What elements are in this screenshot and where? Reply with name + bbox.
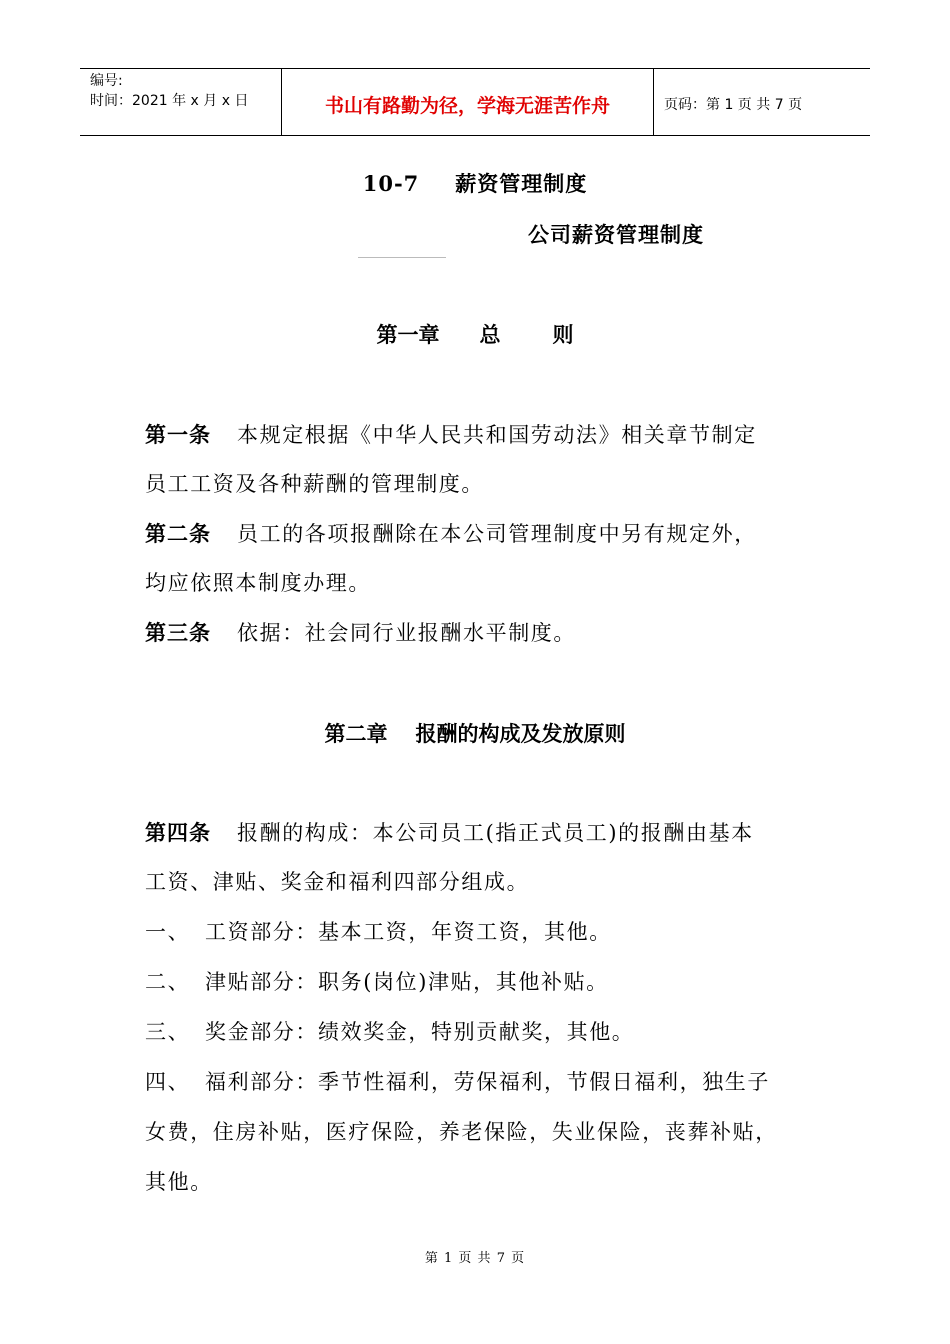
article-2-line-2: 均应依照本制度办理。 [145, 571, 371, 595]
article-1-label: 第一条 [145, 422, 211, 447]
chapter-1-heading [0, 319, 950, 349]
list-item-text: 津贴部分：职务(岗位)津贴，其他补贴。 [205, 970, 609, 994]
article-1-line-2: 员工工资及各种薪酬的管理制度。 [145, 472, 484, 496]
chapter-1-word-2: 则 [552, 322, 574, 347]
chapter-1-word-1: 总 [479, 322, 501, 347]
title-separator [358, 257, 446, 258]
article-2-label: 第二条 [145, 521, 211, 546]
chapter-2-heading [0, 718, 950, 748]
article-4-label: 第四条 [145, 820, 211, 845]
document-title [0, 168, 950, 198]
article-1 [145, 410, 825, 509]
list-item [145, 957, 825, 1007]
article-2-line-1: 员工的各项报酬除在本公司管理制度中另有规定外， [237, 522, 757, 546]
document-number-label: 编号: [90, 73, 123, 89]
article-2 [145, 509, 825, 608]
article-3-label: 第三条 [145, 620, 211, 645]
document-subtitle: 公司薪资管理制度 [528, 222, 704, 247]
document-time: 时间：2021 年 x 月 x 日 [90, 93, 249, 109]
list-item [145, 1007, 825, 1057]
chapter-2-title: 报酬的构成及发放原则 [415, 721, 626, 746]
chapter-2-label: 第二章 [324, 721, 388, 746]
article-4-line-1: 报酬的构成：本公司员工(指正式员工)的报酬由基本 [237, 821, 754, 845]
list-item [145, 907, 825, 957]
header-meta [80, 69, 282, 135]
article-4-line-2: 工资、津贴、奖金和福利四部分组成。 [145, 870, 530, 894]
page-footer: 第 1 页 共 7 页 [424, 1251, 526, 1266]
header-page-info: 页码：第 1 页 共 7 页 [664, 97, 803, 113]
page-header [80, 68, 870, 136]
article-4 [145, 808, 825, 907]
list-item-text: 奖金部分：绩效奖金，特别贡献奖，其他。 [205, 1020, 635, 1044]
document-title-number: 10-7 [362, 171, 420, 196]
header-motto: 书山有路勤为径，学海无涯苦作舟 [282, 69, 654, 135]
list-item-mark: 四、 [145, 1070, 191, 1094]
article-1-line-1: 本规定根据《中华人民共和国劳动法》相关章节制定 [237, 423, 757, 447]
article-3 [145, 608, 825, 658]
list-item-text: 福利部分：季节性福利，劳保福利，节假日福利，独生子 [205, 1070, 770, 1094]
list-item-text-line-2: 女费，住房补贴，医疗保险，养老保险，失业保险，丧葬补贴， [145, 1120, 778, 1144]
list-item-mark: 二、 [145, 970, 191, 994]
list-item-mark: 三、 [145, 1020, 191, 1044]
article-3-line-1: 依据：社会同行业报酬水平制度。 [237, 621, 576, 645]
list-item-text: 工资部分：基本工资，年资工资，其他。 [205, 920, 612, 944]
list-item-text-line-3: 其他。 [145, 1170, 213, 1194]
list-item-mark: 一、 [145, 920, 191, 944]
document-title-text: 薪资管理制度 [455, 171, 588, 196]
chapter-1-label: 第一章 [376, 322, 440, 347]
list-item [145, 1057, 825, 1207]
